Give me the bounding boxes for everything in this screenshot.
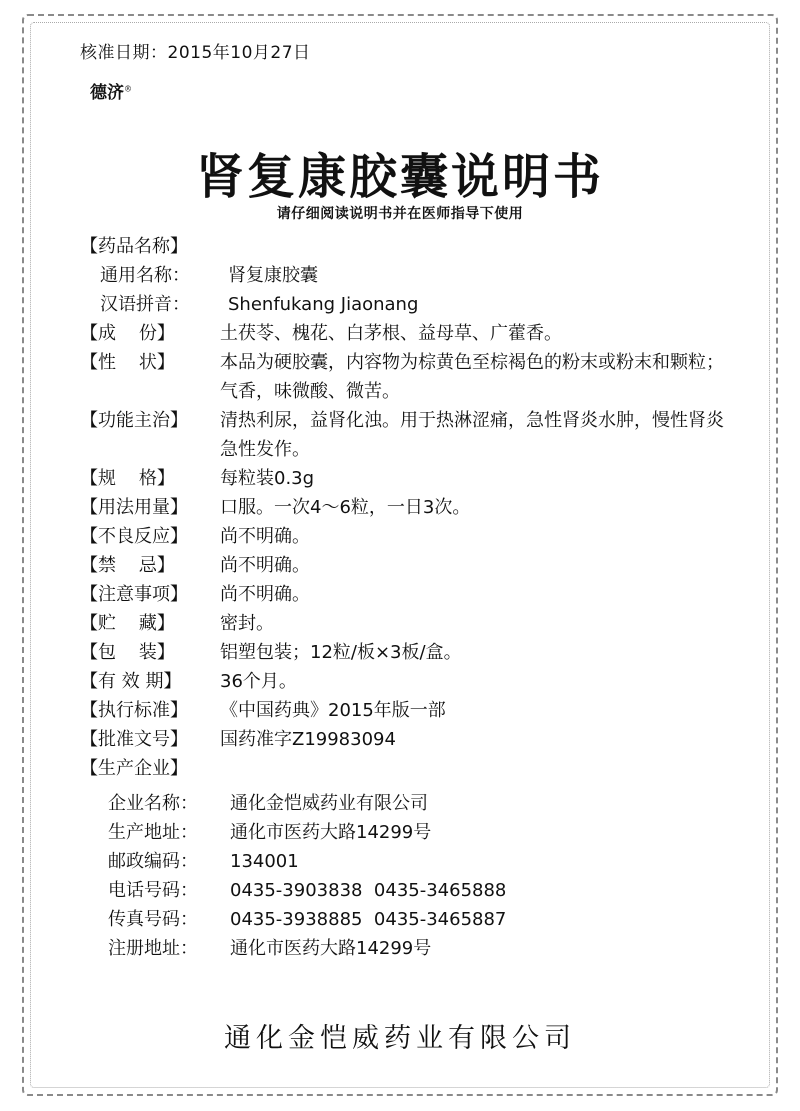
standard-row xyxy=(80,696,740,725)
indications-row xyxy=(80,406,740,464)
fax-row xyxy=(80,905,740,934)
precautions-value: 尚不明确。 xyxy=(220,584,310,605)
registered-address-row xyxy=(80,934,740,963)
composition-value: 土茯苓、槐花、白茅根、益母草、广藿香。 xyxy=(220,323,562,344)
description-value: 本品为硬胶囊，内容物为棕黄色至棕褐色的粉末或粉末和颗粒；气香，味微酸、微苦。 xyxy=(220,352,724,402)
postal-code-label: 邮政编码： xyxy=(108,851,198,872)
indications-label: 【功能主治】 xyxy=(80,410,188,431)
pinyin-row xyxy=(80,290,740,319)
production-address-value: 通化市医药大路14299号 xyxy=(230,822,432,843)
pinyin-value: Shenfukang Jiaonang xyxy=(228,294,419,315)
storage-row xyxy=(80,609,740,638)
spec-row xyxy=(80,464,740,493)
registered-address-value: 通化市医药大路14299号 xyxy=(230,938,432,959)
dosage-value: 口服。一次4～6粒，一日3次。 xyxy=(220,497,471,518)
contraindications-label: 【禁 忌】 xyxy=(80,555,175,576)
contraindications-value: 尚不明确。 xyxy=(220,555,310,576)
manufacturer-section xyxy=(80,754,740,783)
registered-address-label: 注册地址： xyxy=(108,938,198,959)
adverse-row xyxy=(80,522,740,551)
spec-label: 【规 格】 xyxy=(80,468,175,489)
storage-label: 【贮 藏】 xyxy=(80,613,175,634)
footer-company-name: 通化金恺威药业有限公司 xyxy=(224,1023,576,1054)
phone-row xyxy=(80,876,740,905)
validity-row xyxy=(80,667,740,696)
validity-value: 36个月。 xyxy=(220,671,297,692)
validity-label: 【有 效 期】 xyxy=(80,671,182,692)
manufacturer-header: 【生产企业】 xyxy=(80,758,188,779)
precautions-row xyxy=(80,580,740,609)
postal-code-row xyxy=(80,847,740,876)
composition-label: 【成 份】 xyxy=(80,323,175,344)
approval-number-label: 【批准文号】 xyxy=(80,729,188,750)
package-value: 铝塑包装；12粒/板×3板/盒。 xyxy=(220,642,462,663)
pinyin-label: 汉语拼音： xyxy=(100,294,190,315)
adverse-label: 【不良反应】 xyxy=(80,526,188,547)
contraindications-row xyxy=(80,551,740,580)
production-address-row xyxy=(80,818,740,847)
company-name-row xyxy=(80,789,740,818)
generic-name-label: 通用名称： xyxy=(100,265,190,286)
description-label: 【性 状】 xyxy=(80,352,175,373)
drug-name-header: 【药品名称】 xyxy=(80,236,188,257)
dosage-label: 【用法用量】 xyxy=(80,497,188,518)
dosage-row xyxy=(80,493,740,522)
approval-number-value: 国药准字Z19983094 xyxy=(220,729,396,750)
package-label: 【包 装】 xyxy=(80,642,175,663)
postal-code-value: 134001 xyxy=(230,851,299,872)
indications-value: 清热利尿，益肾化浊。用于热淋涩痛，急性肾炎水肿，慢性肾炎急性发作。 xyxy=(220,410,724,460)
approval-date: 核准日期：2015年10月27日 xyxy=(80,43,311,63)
adverse-value: 尚不明确。 xyxy=(220,526,310,547)
brand-logo xyxy=(90,78,132,103)
generic-name-row xyxy=(80,261,740,290)
fax-label: 传真号码： xyxy=(108,909,198,930)
standard-label: 【执行标准】 xyxy=(80,700,188,721)
brand-name: 德济 xyxy=(90,83,124,103)
company-name-value: 通化金恺威药业有限公司 xyxy=(230,793,428,814)
production-address-label: 生产地址： xyxy=(108,822,198,843)
company-name-label: 企业名称： xyxy=(108,793,198,814)
spec-value: 每粒装0.3g xyxy=(220,468,315,489)
drug-name-section xyxy=(80,232,740,261)
registered-mark: ® xyxy=(124,84,132,94)
page-subtitle: 请仔细阅读说明书并在医师指导下使用 xyxy=(276,206,524,222)
approval-number-row xyxy=(80,725,740,754)
package-row xyxy=(80,638,740,667)
precautions-label: 【注意事项】 xyxy=(80,584,188,605)
storage-value: 密封。 xyxy=(220,613,274,634)
phone-value: 0435-3903838 0435-3465888 xyxy=(230,880,507,901)
page-title: 肾复康胶囊说明书 xyxy=(195,149,604,205)
generic-name-value: 肾复康胶囊 xyxy=(228,265,318,286)
composition-row xyxy=(80,319,740,348)
phone-label: 电话号码： xyxy=(108,880,198,901)
leaflet-body xyxy=(80,232,740,963)
description-row xyxy=(80,348,740,406)
standard-value: 《中国药典》2015年版一部 xyxy=(220,700,446,721)
fax-value: 0435-3938885 0435-3465887 xyxy=(230,909,507,930)
